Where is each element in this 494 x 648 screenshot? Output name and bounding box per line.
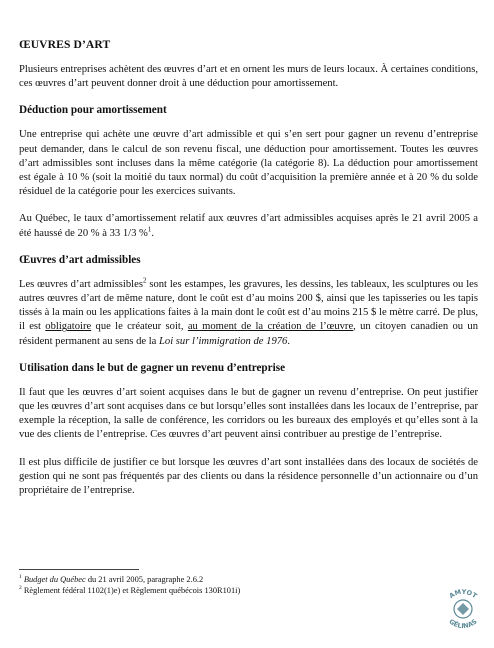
section-heading-amortissement: Déduction pour amortissement (19, 104, 167, 117)
amyot-gelinas-logo-icon (437, 572, 489, 644)
footnote-ref-1[interactable]: 1 (147, 225, 152, 234)
section-heading-utilisation: Utilisation dans le but de gagner un revenu d’entreprise (19, 361, 286, 374)
admissibles-text-1: Les œuvres d’art admissibles (19, 278, 143, 290)
section-heading-admissibles: Œuvres d’art admissibles (19, 253, 141, 266)
footnote-divider (19, 569, 139, 570)
footnote-2-number: 2 (19, 585, 22, 592)
utilisation-paragraph-2: Il est plus difficile de justifier ce but lorsque les œuvres d’art sont installées dans des locaux de sociétés de gestion qui ne sont pas fréquentés par des clients ou dans la résidence personnelle d’un actionnaire ou d’un propriétaire de l’entreprise. (19, 456, 478, 497)
admissibles-paragraph (19, 278, 478, 349)
logo-bottom-text: GÉLINAS (447, 617, 479, 631)
document-body (19, 38, 478, 511)
loi-immigration-title: Loi sur l’immigration de 1976 (159, 335, 288, 347)
page-title: ŒUVRES D’ART (19, 38, 111, 51)
admissibles-text-2: sont les estampes, les gravures, les dessins, les tableaux, les sculptures ou les autres œuvres d’art de même nature, dont le coût est d’au moins 200 $, ainsi que les tapisseries ou les tapis tissés à la main ou les applications faites à la main dont le coût est d’au moins 215 $ le mètre carré. De plus, il est (19, 278, 478, 333)
intro-paragraph: Plusieurs entreprises achètent des œuvres d’art et en ornent les murs de leurs locaux. À certaines conditions, ces œuvres d’art peuvent donner droit à une déduction pour amortissement. (19, 64, 478, 90)
logo-top-text: AMYOT (447, 587, 479, 601)
admissibles-text-5: . (287, 335, 290, 347)
underlined-obligatoire: obligatoire (45, 321, 92, 333)
footnote-1-source: Budget du Québec (23, 575, 86, 584)
footnote-ref-2[interactable]: 2 (142, 276, 147, 285)
admissibles-text-3: que le créateur soit, (91, 321, 188, 333)
footnote-2 (19, 585, 240, 596)
admissibles-text-4: , un citoyen canadien ou un résident permanent au sens de la (19, 321, 479, 347)
footnote-2-text: Règlement fédéral 1102(1)e) et Règlement québécois 130R101i) (21, 586, 241, 595)
footnote-1-number: 1 (19, 574, 22, 581)
quebec-rate-text: Au Québec, le taux d’amortissement relatif aux œuvres d’art admissibles acquises après le 21 avril 2005 a été haussé de 20 % à 33 1/3 % (19, 213, 478, 239)
footnote-1-text: du 21 avril 2005, paragraphe 2.6.2 (85, 575, 204, 584)
utilisation-paragraph-1: Il faut que les œuvres d’art soient acquises dans le but de gagner un revenu d’entreprise. On peut justifier que les œuvres d’art sont acquises dans ce but lorsqu’elles sont installées dans les locaux de l’entreprise, par exemple la réception, la salle de conférence, les corridors ou les bureaux des employés et qu’elles sont à la vue des clients de l’entreprise. Ces œuvres d’art peuvent ainsi contribuer au prestige de l’entreprise. (19, 386, 478, 441)
footnote-1 (19, 574, 203, 585)
amortissement-paragraph: Une entreprise qui achète une œuvre d’art admissible et qui s’en sert pour gagner un revenu d’entreprise peut demander, dans le calcul de son revenu fiscal, une déduction pour amortissement. Toutes les œuvres d’art admissibles sont incluses dans la même catégorie (la catégorie 8). La déduction pour amortissement est égale à 10 % (soit la moitié du taux normal) du coût d’acquisition la première année et à 20 % du solde résiduel de la catégorie pour les exercices suivants. (19, 129, 478, 198)
underlined-moment-creation: au moment de la création de l’œuvre (187, 321, 354, 333)
quebec-rate-end: . (151, 227, 155, 239)
quebec-rate-paragraph (19, 212, 478, 240)
